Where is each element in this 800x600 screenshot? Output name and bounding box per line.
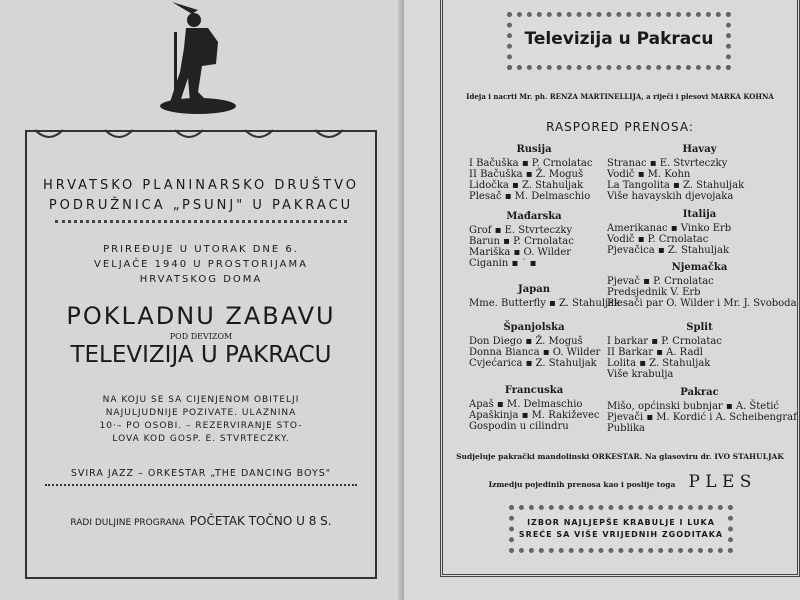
section-title: Španjolska	[503, 322, 565, 333]
section-title: Rusija	[516, 144, 552, 155]
cast-row: Pjevač ▪ P. Crnolatac	[607, 276, 714, 287]
cast-row: Grof ▪ E. Stvrteczky	[469, 225, 573, 236]
cast-row: Ciganin ▪ ˙ ▪	[469, 258, 537, 269]
cast-row: Lolita ▪ Z. Stahuljak	[607, 358, 711, 369]
cast-row: Predsjednik V. Erb	[607, 287, 701, 298]
cast-row: Više krabulja	[607, 369, 674, 380]
orchestra-line: Sudjeluje pakrački mandolinski ORKESTAR. Na glasoviru dr. IVO STAHULJAK	[456, 452, 784, 461]
start-time: POČETAK TOČNO U 8 S.	[189, 514, 332, 528]
cast-row: Mme. Butterfly ▪ Z. Stahuljak	[469, 298, 621, 309]
cast-row: Cvjećarica ▪ Z. Stahuljak	[469, 358, 597, 369]
prize-line: IZBOR NAJLJEPŠE KRABULJE I LUKA	[527, 518, 715, 527]
cast-section	[469, 322, 599, 369]
org-line-1: HRVATSKO PLANINARSKO DRUŠTVO	[43, 178, 359, 193]
cast-section	[607, 144, 792, 202]
cast-row: Vodič ▪ M. Kohn	[607, 169, 691, 180]
credits: Ideja i nacrti Mr. ph. RENZA MARTINELLIJA, a riječi i plesovi MARKA KOHNA	[466, 92, 774, 101]
cast-row: Vodič ▪ P. Crnolatac	[607, 234, 709, 245]
section-title: Havay	[682, 144, 717, 155]
section-title: Njemačka	[671, 262, 728, 273]
cast-row: Više havayskih djevojaka	[607, 191, 734, 202]
section-title: Pakrac	[680, 387, 719, 398]
intro-line: PRIREĐUJE U UTORAK DNE 6.	[103, 244, 299, 255]
cast-row: Donna Bianca ▪ O. Wilder	[469, 347, 601, 358]
event-title: POKLADNU ZABAVU	[66, 302, 336, 330]
cast-row: Barun ▪ P. Crnolatac	[469, 236, 574, 247]
cast-row: Pjevači ▪ M. Kordić i A. Scheibengraf	[607, 412, 797, 423]
hiker-illustration-icon	[158, 2, 238, 114]
motto: TELEVIZIJA U PAKRACU	[70, 342, 332, 368]
cast-section	[607, 209, 792, 256]
invitation-line: NA KOJU SE SA CIJENJENOM OBITELJI	[102, 395, 300, 405]
cast-row: Apaš ▪ M. Delmaschio	[469, 399, 583, 410]
prize-line: SREĆE SA VIŠE VRIJEDNIH ZGODITAKA	[518, 530, 724, 539]
cast-section	[607, 322, 792, 380]
cast-row: II Barkar ▪ A. Radl	[607, 347, 704, 358]
cast-section	[469, 284, 621, 309]
invitation-line: LOVA KOD GOSP. E. STVRTECZKY.	[112, 434, 290, 444]
org-line-2: PODRUŽNICA „PSUNJ" U PAKRACU	[48, 198, 354, 213]
cast-row: Mariška ▪ O. Wilder	[469, 247, 572, 258]
section-title: Mađarska	[506, 211, 562, 222]
dotted-divider	[45, 484, 357, 486]
cast-row: Apaškinja ▪ M. Rakiževec	[469, 410, 600, 421]
cast-row: Mišo, općinski bubnjar ▪ A. Štetić	[607, 401, 780, 412]
cast-row: Don Diego ▪ Ž. Moguš	[469, 336, 583, 347]
title-box	[507, 12, 731, 70]
right-page	[404, 0, 800, 600]
cast-row: La Tangolita ▪ Z. Stahuljak	[607, 180, 745, 191]
section-title: Italija	[682, 209, 717, 220]
cast-row: Gospodin u cilindru	[469, 421, 569, 432]
cast-section	[607, 387, 797, 434]
cast-row: Publika	[607, 423, 645, 434]
program-frame	[440, 0, 800, 577]
invitation-text	[27, 394, 375, 446]
intro-text	[27, 242, 375, 287]
cast-section	[607, 262, 797, 309]
prize-box	[509, 505, 733, 553]
prize-text	[514, 517, 728, 541]
cast-row: Lidočka ▪ Z. Stahuljak	[469, 180, 584, 191]
cast-row: Plesač ▪ M. Delmaschio	[469, 191, 591, 202]
schedule-heading: RASPORED PRENOSA:	[546, 120, 694, 134]
dance-word: P L E S	[688, 472, 752, 492]
cast-row: Pjevačica ▪ Z. Stahuljak	[607, 245, 730, 256]
invitation-line: 10·– PO OSOBI. – REZERVIRANJE STO-	[99, 421, 303, 431]
section-title: Japan	[518, 284, 550, 295]
organizer	[27, 176, 375, 216]
cast-section	[469, 144, 599, 202]
cast-row: I Bačuška ▪ P. Crnolatac	[469, 158, 593, 169]
cast-row: II Bačuška ▪ Ž. Moguš	[469, 169, 584, 180]
intro-line: HRVATSKOG DOMA	[139, 274, 263, 285]
music-line: SVIRA JAZZ – ORKESTAR „THE DANCING BOYS"	[70, 468, 332, 479]
cast-section	[469, 211, 599, 269]
cast-section	[469, 385, 599, 432]
cast-row: I barkar ▪ P. Crnolatac	[607, 336, 722, 347]
wavy-divider	[55, 220, 347, 223]
start-line	[27, 510, 375, 529]
cast-row: Stranac ▪ E. Stvrteczky	[607, 158, 728, 169]
section-title: Split	[686, 322, 713, 333]
under-motto: POD DEVIZOM	[169, 332, 233, 341]
cast-row: Plesači par O. Wilder i Mr. J. Svoboda	[607, 298, 797, 309]
invitation-frame	[25, 130, 377, 579]
invitation-line: NAJULJUDNIJE POZIVATE. ULAZNINA	[105, 408, 297, 418]
dance-prefix: Izmedju pojedinih prenosa kao i poslije toga	[488, 480, 676, 489]
program-title: Televizija u Pakracu	[524, 29, 714, 49]
section-title: Francuska	[504, 385, 564, 396]
intro-line: VELJAČE 1940 U PROSTORIJAMA	[94, 259, 308, 270]
cast-row: Amerikanac ▪ Vinko Erb	[607, 223, 732, 234]
start-prefix: RADI DULJINE PROGRANA	[70, 518, 185, 528]
dance-line	[443, 472, 797, 492]
